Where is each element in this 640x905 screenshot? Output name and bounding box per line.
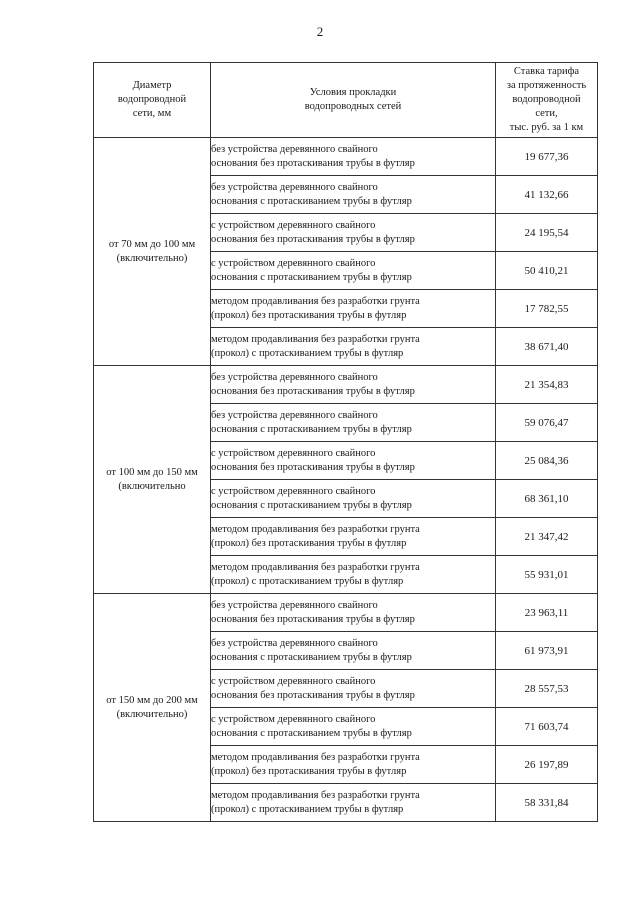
table-body	[94, 138, 598, 822]
condition-line: основания с протаскиванием трубы в футляр	[211, 423, 412, 435]
condition-line: (прокол) с протаскиванием трубы в футляр	[211, 347, 404, 359]
condition-line: с устройством деревянного свайного	[211, 485, 376, 497]
condition-line: (прокол) с протаскиванием трубы в футляр	[211, 575, 404, 587]
rate-cell: 41 132,66	[496, 176, 598, 214]
condition-cell	[211, 670, 496, 708]
condition-line: методом продавливания без разработки грунта	[211, 789, 420, 801]
condition-line: основания с протаскиванием трубы в футляр	[211, 195, 412, 207]
rate-cell: 28 557,53	[496, 670, 598, 708]
rate-cell: 23 963,11	[496, 594, 598, 632]
condition-line: основания с протаскиванием трубы в футляр	[211, 271, 412, 283]
condition-line: основания без протаскивания трубы в футляр	[211, 157, 415, 169]
condition-line: основания без протаскивания трубы в футляр	[211, 233, 415, 245]
condition-line: основания с протаскиванием трубы в футляр	[211, 727, 412, 739]
rate-cell: 17 782,55	[496, 290, 598, 328]
diameter-line: (включительно)	[116, 252, 188, 264]
diameter-cell	[94, 138, 211, 366]
condition-line: основания без протаскивания трубы в футляр	[211, 689, 415, 701]
condition-cell	[211, 328, 496, 366]
condition-cell	[211, 176, 496, 214]
condition-cell	[211, 404, 496, 442]
condition-line: (прокол) без протаскивания трубы в футляр	[211, 765, 407, 777]
condition-line: без устройства деревянного свайного	[211, 143, 378, 155]
condition-line: без устройства деревянного свайного	[211, 371, 378, 383]
condition-cell	[211, 556, 496, 594]
rate-cell: 50 410,21	[496, 252, 598, 290]
header-conditions	[211, 63, 496, 138]
condition-cell	[211, 708, 496, 746]
rate-cell: 21 347,42	[496, 518, 598, 556]
diameter-line: от 150 мм до 200 мм	[106, 694, 198, 706]
header-line: Ставка тарифа	[513, 66, 580, 77]
condition-cell	[211, 784, 496, 822]
diameter-line: (включительно)	[116, 708, 188, 720]
table-row	[94, 366, 598, 404]
condition-line: с устройством деревянного свайного	[211, 675, 376, 687]
page-number: 2	[316, 24, 324, 39]
header-line: водопроводной сети,	[512, 94, 581, 119]
header-rate	[496, 63, 598, 138]
rate-cell: 61 973,91	[496, 632, 598, 670]
diameter-line: (включительно	[118, 480, 186, 492]
condition-cell	[211, 746, 496, 784]
rate-cell: 21 354,83	[496, 366, 598, 404]
condition-line: методом продавливания без разработки грунта	[211, 561, 420, 573]
header-diameter	[94, 63, 211, 138]
rate-cell: 68 361,10	[496, 480, 598, 518]
condition-cell	[211, 518, 496, 556]
condition-line: с устройством деревянного свайного	[211, 219, 376, 231]
condition-line: основания с протаскиванием трубы в футляр	[211, 651, 412, 663]
condition-line: с устройством деревянного свайного	[211, 257, 376, 269]
condition-cell	[211, 442, 496, 480]
header-line: водопроводной	[117, 94, 187, 105]
condition-line: основания с протаскиванием трубы в футляр	[211, 499, 412, 511]
condition-cell	[211, 290, 496, 328]
table-row	[94, 594, 598, 632]
rate-cell: 58 331,84	[496, 784, 598, 822]
header-line: сети, мм	[132, 108, 172, 119]
header-line: Диаметр	[132, 80, 172, 91]
condition-line: основания без протаскивания трубы в футляр	[211, 613, 415, 625]
condition-line: (прокол) без протаскивания трубы в футляр	[211, 309, 407, 321]
condition-cell	[211, 366, 496, 404]
condition-line: без устройства деревянного свайного	[211, 409, 378, 421]
rate-cell: 25 084,36	[496, 442, 598, 480]
condition-line: методом продавливания без разработки грунта	[211, 751, 420, 763]
table-row	[94, 138, 598, 176]
diameter-cell	[94, 594, 211, 822]
rate-cell: 26 197,89	[496, 746, 598, 784]
condition-line: с устройством деревянного свайного	[211, 713, 376, 725]
diameter-cell	[94, 366, 211, 594]
header-line: водопроводных сетей	[304, 101, 402, 112]
condition-cell	[211, 632, 496, 670]
rate-cell: 38 671,40	[496, 328, 598, 366]
rate-cell: 24 195,54	[496, 214, 598, 252]
condition-line: методом продавливания без разработки грунта	[211, 523, 420, 535]
rate-cell: 19 677,36	[496, 138, 598, 176]
condition-cell	[211, 480, 496, 518]
header-line: Условия прокладки	[309, 87, 397, 98]
tariff-table	[93, 62, 598, 822]
condition-cell	[211, 594, 496, 632]
condition-line: (прокол) с протаскиванием трубы в футляр	[211, 803, 404, 815]
condition-line: без устройства деревянного свайного	[211, 637, 378, 649]
condition-line: методом продавливания без разработки грунта	[211, 295, 420, 307]
rate-cell: 59 076,47	[496, 404, 598, 442]
header-line: за протяженность	[506, 80, 587, 91]
condition-line: без устройства деревянного свайного	[211, 599, 378, 611]
header-line: тыс. руб. за 1 км	[509, 122, 584, 133]
rate-cell: 55 931,01	[496, 556, 598, 594]
condition-line: (прокол) без протаскивания трубы в футляр	[211, 537, 407, 549]
table-header-row	[94, 63, 598, 138]
condition-cell	[211, 138, 496, 176]
condition-line: методом продавливания без разработки грунта	[211, 333, 420, 345]
diameter-line: от 100 мм до 150 мм	[106, 466, 198, 478]
condition-cell	[211, 214, 496, 252]
condition-line: без устройства деревянного свайного	[211, 181, 378, 193]
diameter-line: от 70 мм до 100 мм	[108, 238, 196, 250]
condition-cell	[211, 252, 496, 290]
condition-line: основания без протаскивания трубы в футляр	[211, 461, 415, 473]
rate-cell: 71 603,74	[496, 708, 598, 746]
condition-line: с устройством деревянного свайного	[211, 447, 376, 459]
condition-line: основания без протаскивания трубы в футляр	[211, 385, 415, 397]
